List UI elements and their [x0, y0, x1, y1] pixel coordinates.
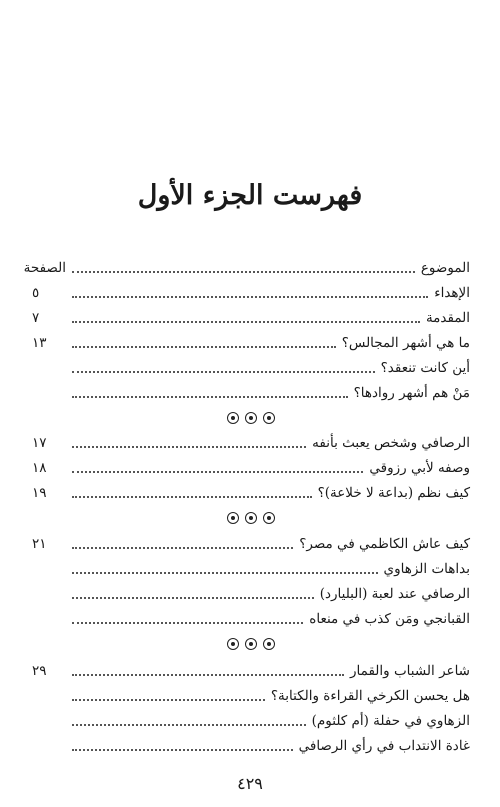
entry-title: أين كانت تنعقد؟ [380, 360, 470, 376]
toc-header-row [23, 256, 470, 280]
entry-page-number: ٢٩ [32, 663, 47, 679]
toc-entry [32, 481, 470, 505]
section-divider [32, 407, 470, 429]
leader-dots [72, 370, 375, 373]
toc-entry [32, 557, 470, 581]
flower-ornament-icon [227, 638, 239, 650]
entry-title: الإهداء [434, 285, 470, 301]
entry-title: غادة الانتداب في رأي الرصافي [298, 738, 470, 754]
entry-title: القبانجي ومَن كذب في منعاه [309, 611, 470, 627]
leader-dots [72, 748, 293, 751]
subject-column-header: الموضوع [420, 260, 470, 276]
entry-title: كيف عاش الكاظمي في مصر؟ [299, 536, 470, 552]
toc-entry [32, 607, 470, 631]
entry-page-number: ٢١ [32, 536, 47, 552]
entry-title: المقدمة [425, 310, 470, 326]
toc-entry [32, 331, 470, 355]
leader-dots [72, 698, 265, 701]
leader-dots [72, 546, 293, 549]
toc-entry [32, 582, 470, 606]
section-divider [32, 633, 470, 655]
leader-dots [72, 320, 420, 323]
entry-page-number: ١٧ [32, 435, 47, 451]
entry-title: الزهاوي في حفلة (أم كلثوم) [311, 713, 470, 729]
entry-page-number: ١٩ [32, 485, 47, 501]
entry-title: مَنْ هم أشهر روادها؟ [353, 385, 470, 401]
toc-entry [32, 281, 470, 305]
leader-dots [72, 596, 314, 599]
leader-dots [72, 621, 303, 624]
entry-title: كيف نظم (بداعة لا خلاعة)؟ [317, 485, 470, 501]
page-number: ٤٢٩ [237, 774, 263, 793]
leader-dots [72, 723, 306, 726]
entry-title: بداهات الزهاوي [383, 561, 470, 577]
entry-title: ما هي أشهر المجالس؟ [341, 335, 470, 351]
flower-ornament-icon [245, 638, 257, 650]
entry-title: الرصافي عند لعبة (البليارد) [319, 586, 470, 602]
flower-ornament-icon [263, 412, 275, 424]
entry-page-number: ٥ [32, 285, 40, 301]
toc-entry [32, 709, 470, 733]
leader-dots [72, 673, 344, 676]
toc-entry [32, 431, 470, 455]
flower-ornament-icon [263, 512, 275, 524]
page-title: فهرست الجزء الأول [137, 180, 363, 211]
toc-entry [32, 306, 470, 330]
toc-entry [32, 456, 470, 480]
leader-dots [72, 445, 306, 448]
toc-entry [32, 356, 470, 380]
toc-entry [32, 532, 470, 556]
leader-dots [72, 270, 415, 273]
leader-dots [72, 295, 428, 298]
entry-page-number: ٧ [32, 310, 40, 326]
section-divider [32, 507, 470, 529]
flower-ornament-icon [245, 412, 257, 424]
flower-ornament-icon [263, 638, 275, 650]
entry-title: وصفه لأبي رزوقي [369, 460, 470, 476]
leader-dots [72, 395, 348, 398]
entry-page-number: ١٣ [32, 335, 47, 351]
toc-entry [32, 684, 470, 708]
flower-ornament-icon [227, 412, 239, 424]
toc-entry [32, 659, 470, 683]
leader-dots [72, 470, 363, 473]
entry-title: شاعر الشباب والقمار [350, 663, 470, 679]
leader-dots [72, 495, 312, 498]
entry-page-number: ١٨ [32, 460, 47, 476]
flower-ornament-icon [245, 512, 257, 524]
entry-title: هل يحسن الكرخي القراءة والكتابة؟ [270, 688, 470, 704]
leader-dots [72, 571, 378, 574]
toc-entry [32, 381, 470, 405]
leader-dots [72, 345, 336, 348]
flower-ornament-icon [227, 512, 239, 524]
page-column-header: الصفحة [23, 260, 66, 276]
entry-title: الرصافي وشخص يعبث بأنفه [312, 435, 470, 451]
toc-entry [32, 734, 470, 758]
